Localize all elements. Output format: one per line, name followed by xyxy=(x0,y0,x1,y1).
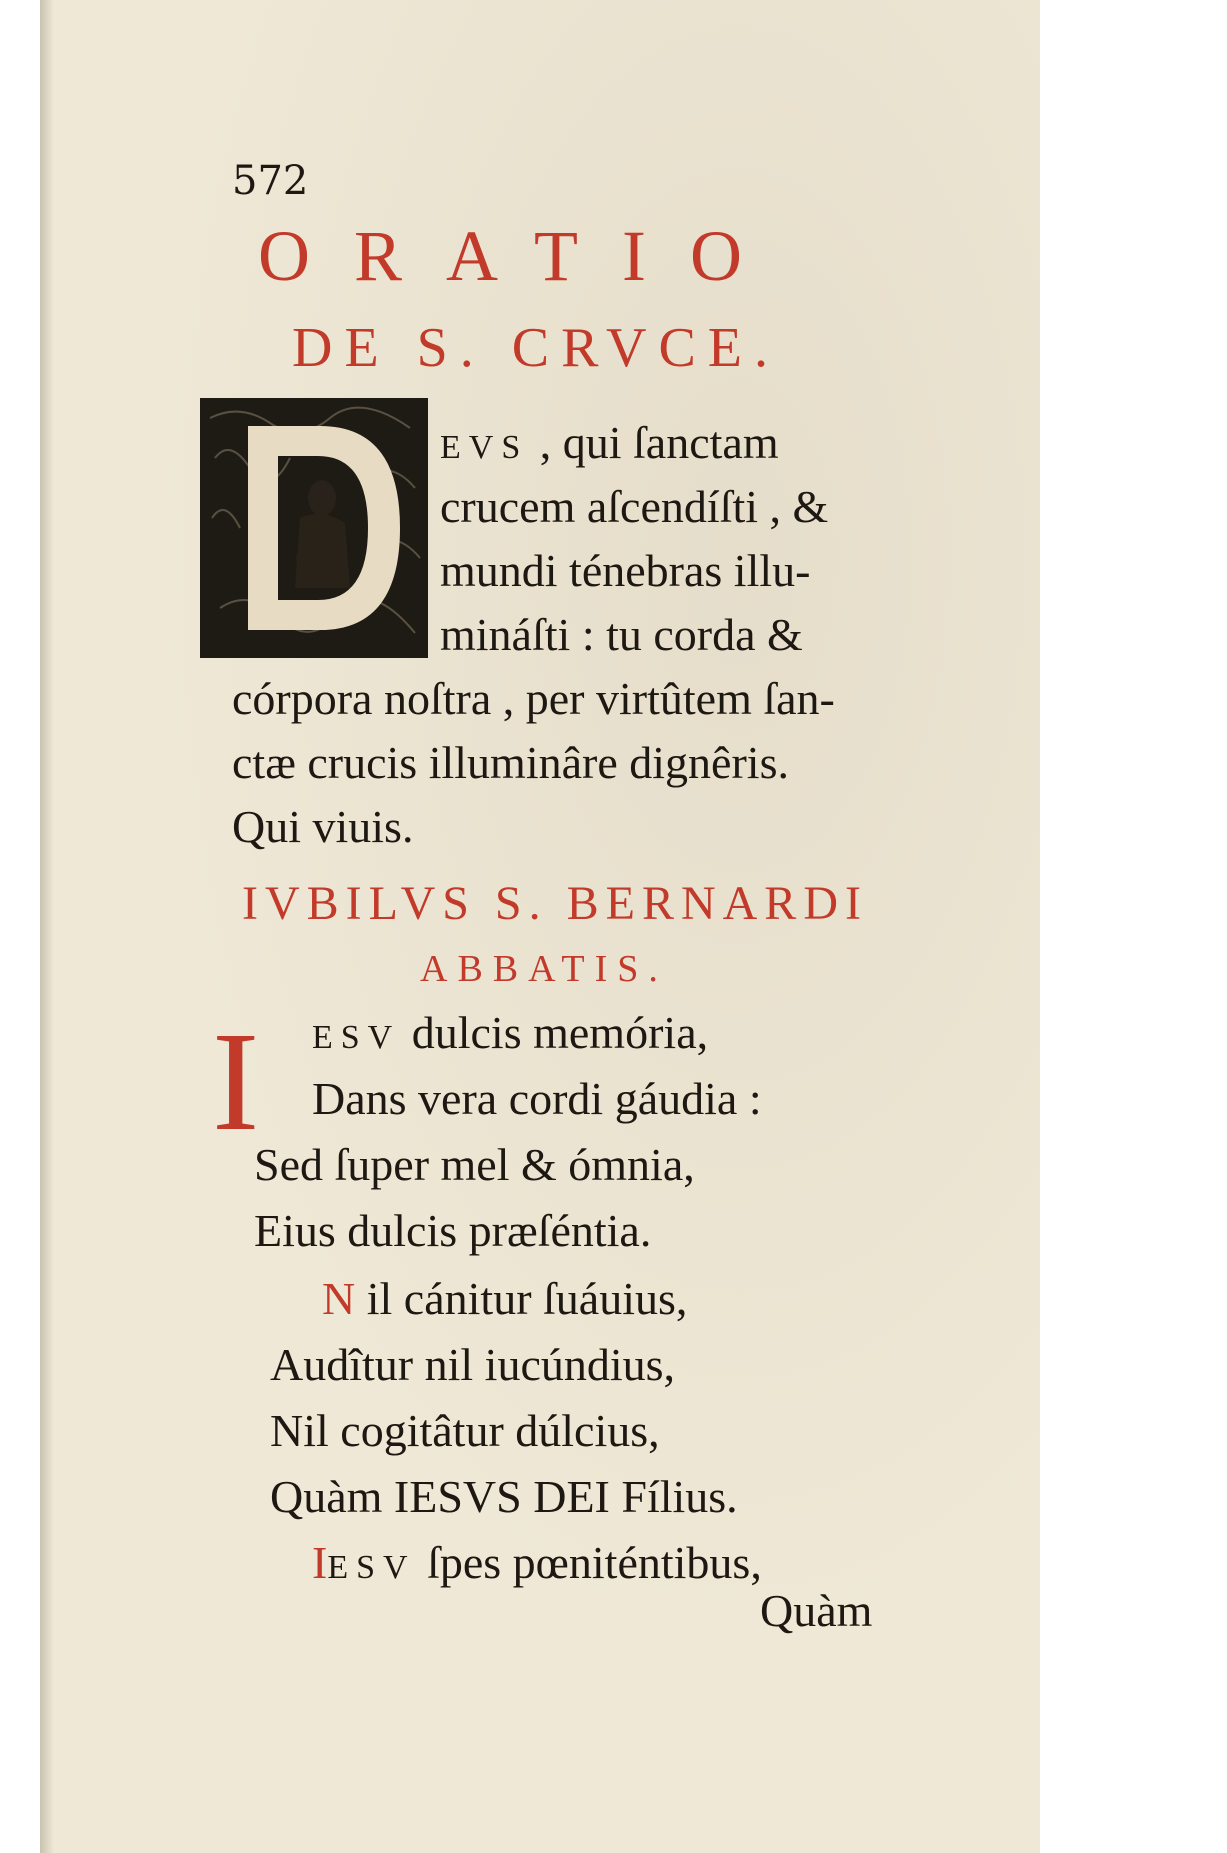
hymn-line-text: Sed ſuper mel & ómnia, xyxy=(254,1139,695,1190)
hymn-line xyxy=(254,1205,652,1256)
hymn-rubric-letter: I xyxy=(312,1537,328,1588)
hymn-line-text: Dans vera cordi gáudia : xyxy=(312,1073,762,1124)
woodcut-initial xyxy=(200,398,428,658)
prayer-line xyxy=(232,801,414,852)
hymn-line-text: Eius dulcis præſéntia. xyxy=(254,1205,652,1256)
prayer-line-text: córpora noſtra , per virtûtem ſan- xyxy=(232,673,835,724)
hymn-line xyxy=(312,1007,709,1058)
hymn-title: IVBILVS S. BERNARDI xyxy=(242,877,868,930)
hymn-line xyxy=(312,1073,762,1124)
hymn-small-caps: ESV xyxy=(327,1549,416,1586)
prayer-line xyxy=(440,417,779,468)
prayer-line-text: Qui viuis. xyxy=(232,801,414,852)
hymn-line-text: dulcis memória, xyxy=(400,1007,709,1058)
prayer-line xyxy=(232,673,835,724)
prayer-line-text: , qui ſanctam xyxy=(528,417,779,468)
hymn-line xyxy=(270,1339,676,1390)
prayer-line xyxy=(440,481,829,532)
hymn-line xyxy=(322,1273,688,1324)
hymn-line xyxy=(270,1405,660,1456)
prayer-line xyxy=(232,737,789,788)
page-title: ORATIO xyxy=(258,216,786,296)
hymn-line-text: Quàm IESVS DEI Fílius. xyxy=(270,1471,738,1522)
page-number: 572 xyxy=(232,158,309,204)
hymn-line-text: Nil cogitâtur dúlcius, xyxy=(270,1405,660,1456)
hymn-initial: I xyxy=(212,1002,260,1160)
prayer-line-text: crucem aſcendíſti , & xyxy=(440,481,829,532)
hymn-line-text: Audîtur nil iucúndius, xyxy=(270,1339,676,1390)
woodcut-initial-d-icon xyxy=(200,398,428,658)
prayer-line xyxy=(440,609,803,660)
hymn-line xyxy=(270,1471,738,1522)
prayer-line-text: ctæ crucis illuminâre dignêris. xyxy=(232,737,789,788)
page-edge-shadow xyxy=(40,0,54,1853)
hymn-line-text: ſpes pœniténtibus, xyxy=(415,1537,762,1588)
hymn-line-text: il cánitur ſuáuius, xyxy=(355,1273,688,1324)
prayer-line-text: mundi ténebras illu- xyxy=(440,545,811,596)
page-subtitle: DE S. CRVCE. xyxy=(292,317,781,379)
hymn-small-caps: ESV xyxy=(312,1019,401,1056)
hymn-title-line2: ABBATIS. xyxy=(420,948,668,990)
hymn-rubric-letter: N xyxy=(322,1273,356,1324)
prayer-line-text: mináſti : tu corda & xyxy=(440,609,803,660)
prayer-small-caps: EVS xyxy=(440,429,529,466)
hymn-line xyxy=(254,1139,695,1190)
catchword: Quàm xyxy=(760,1585,873,1636)
hymn-line xyxy=(312,1537,762,1588)
prayer-line xyxy=(440,545,811,596)
